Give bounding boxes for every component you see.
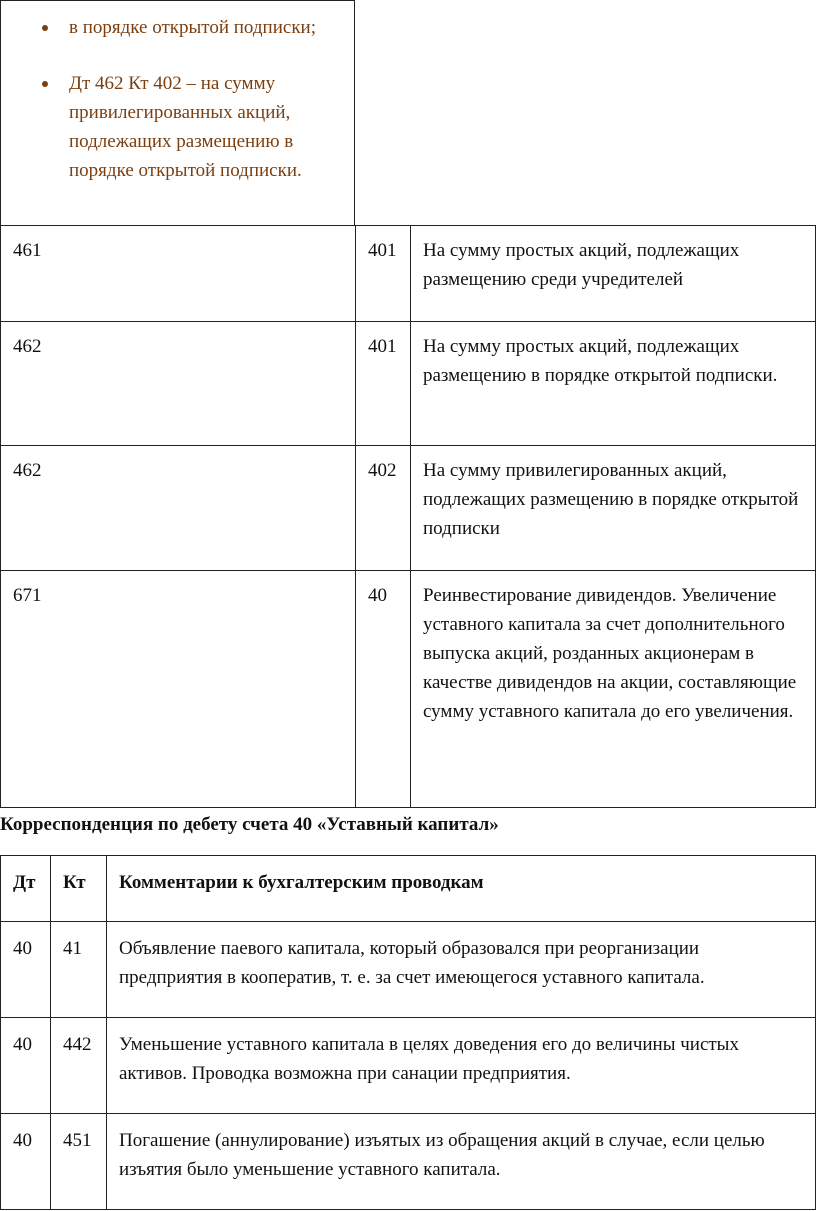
credit-cell: 451 bbox=[51, 1114, 107, 1210]
section-heading: Корреспонденция по дебету счета 40 «Уставный капитал» bbox=[0, 814, 499, 835]
credit-cell: 41 bbox=[51, 922, 107, 1018]
bullet-item: в порядке открытой подписки; bbox=[69, 13, 354, 42]
debit-cell: 462 bbox=[1, 446, 356, 571]
bullet-list bbox=[1, 1, 354, 185]
comment-cell: На сумму привилегированных акций, подлежащих размещению в порядке открытой подписки bbox=[411, 446, 816, 571]
header-kt: Кт bbox=[51, 856, 107, 922]
header-dt: Дт bbox=[1, 856, 51, 922]
table-row bbox=[1, 571, 816, 808]
debit-cell: 40 bbox=[1, 922, 51, 1018]
comment-cell: Реинвестирование дивидендов. Увеличение уставного капитала за счет дополнительного выпуска акций, розданных акционерам в качестве дивидендов на акции, составляющие сумму уставного капитала до его увеличения. bbox=[411, 571, 816, 808]
table-row bbox=[1, 446, 816, 571]
credit-cell: 402 bbox=[356, 446, 411, 571]
table-row bbox=[1, 922, 816, 1018]
bullet-item: Дт 462 Кт 402 – на сумму привилегированных акций, подлежащих размещению в порядке открытой подписки. bbox=[69, 69, 354, 185]
debit-cell: 40 bbox=[1, 1114, 51, 1210]
credit-cell: 40 bbox=[356, 571, 411, 808]
debit-cell: 671 bbox=[1, 571, 356, 808]
credit-cell: 401 bbox=[356, 322, 411, 446]
comment-cell: На сумму простых акций, подлежащих размещению среди учредителей bbox=[411, 226, 816, 322]
previous-cell-fragment bbox=[0, 0, 355, 225]
credit-cell: 442 bbox=[51, 1018, 107, 1114]
debit-cell: 461 bbox=[1, 226, 356, 322]
debit-cell: 462 bbox=[1, 322, 356, 446]
comment-cell: На сумму простых акций, подлежащих размещению в порядке открытой подписки. bbox=[411, 322, 816, 446]
table-row bbox=[1, 1018, 816, 1114]
credit-cell: 401 bbox=[356, 226, 411, 322]
entries-table-lower bbox=[0, 855, 816, 1210]
comment-cell: Уменьшение уставного капитала в целях доведения его до величины чистых активов. Проводка возможна при санации предприятия. bbox=[107, 1018, 816, 1114]
debit-cell: 40 bbox=[1, 1018, 51, 1114]
comment-cell: Объявление паевого капитала, который образовался при реорганизации предприятия в кооператив, т. е. за счет имеющегося уставного капитала. bbox=[107, 922, 816, 1018]
table-header-row bbox=[1, 856, 816, 922]
table-row bbox=[1, 1114, 816, 1210]
header-comment: Комментарии к бухгалтерским проводкам bbox=[107, 856, 816, 922]
entries-table-upper bbox=[0, 225, 816, 808]
table-row bbox=[1, 322, 816, 446]
table-row bbox=[1, 226, 816, 322]
comment-cell: Погашение (аннулирование) изъятых из обращения акций в случае, если целью изъятия было уменьшение уставного капитала. bbox=[107, 1114, 816, 1210]
